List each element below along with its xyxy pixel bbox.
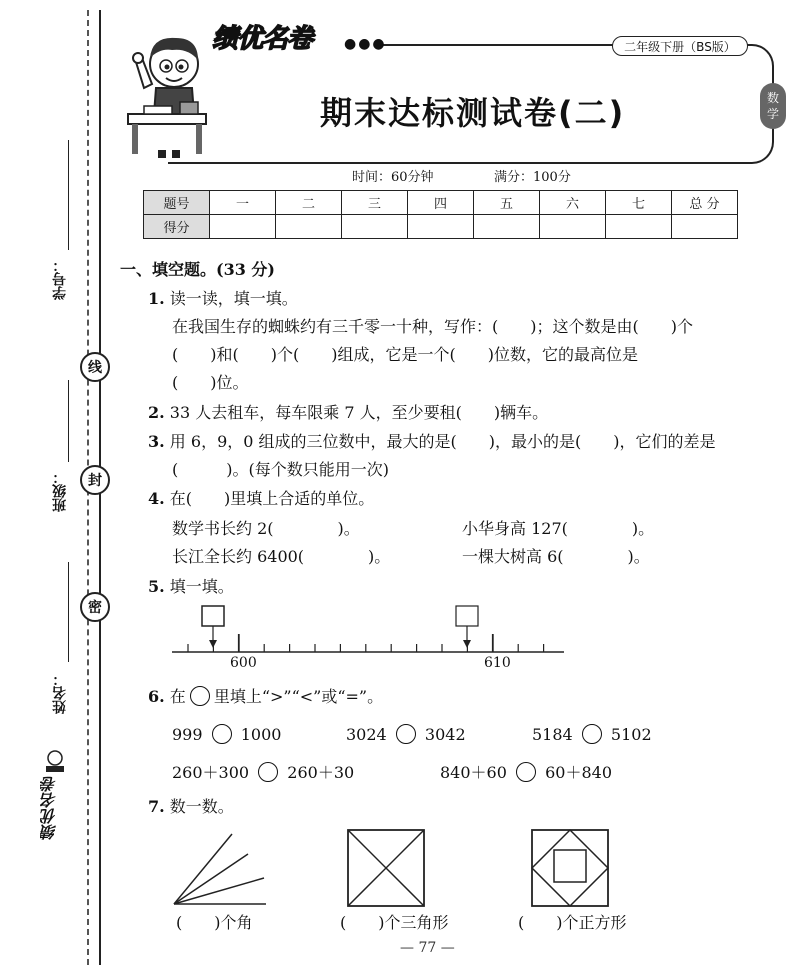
score-cell: 五	[474, 191, 540, 215]
subject-tab	[760, 83, 786, 129]
compare-right: 3042	[424, 725, 466, 744]
question-text: 填一填。	[169, 577, 234, 596]
angles-figure	[172, 832, 268, 906]
square-diagonals-figure	[346, 828, 426, 908]
question-4-a: 数学书长约 2( )。	[172, 519, 360, 538]
full-score: 满分：100分	[494, 170, 571, 185]
seal-mi: 密	[80, 592, 110, 622]
question-text: 33 人去租车，每车限乘 7 人，至少要租( )辆车。	[169, 403, 549, 422]
class-line	[68, 380, 69, 462]
question-text: 数一数。	[169, 797, 234, 816]
page-title: 期末达标测试卷(二)	[320, 94, 626, 132]
question-7-caption-1: ( )个角	[176, 913, 253, 932]
compare-item	[172, 724, 281, 744]
question-7-prompt	[148, 794, 234, 817]
question-number: 7.	[148, 797, 165, 816]
compare-circle-icon[interactable]	[258, 762, 278, 782]
score-cell: 得分	[144, 215, 210, 239]
compare-circle-icon[interactable]	[396, 724, 416, 744]
nested-squares-figure	[530, 828, 610, 908]
question-4-d: 一棵大树高 6( )。	[462, 547, 650, 566]
compare-right: 5102	[610, 725, 652, 744]
compare-right: 1000	[240, 725, 282, 744]
compare-right: 60＋840	[545, 763, 612, 782]
question-7-caption-2: ( )个三角形	[340, 913, 449, 932]
score-input-cell[interactable]	[474, 215, 540, 239]
question-4-c: 长江全长约 6400( )。	[172, 547, 391, 566]
subject-char-2: 学	[766, 107, 779, 121]
score-cell: 题号	[144, 191, 210, 215]
compare-item	[440, 760, 612, 783]
compare-left: 3024	[346, 725, 387, 744]
score-cell: 七	[606, 191, 672, 215]
compare-left: 840＋60	[440, 763, 507, 782]
answer-box-right	[456, 606, 478, 626]
score-table-score-row	[144, 215, 738, 239]
compare-circle-icon	[190, 686, 210, 706]
question-number: 4.	[148, 489, 165, 508]
brand-logo: 绩优名卷	[212, 24, 313, 54]
question-4-b: 小华身高 127( )。	[462, 519, 655, 538]
question-text: 读一读，填一填。	[169, 289, 298, 308]
score-input-cell[interactable]	[210, 215, 276, 239]
brand-dots: ●●●	[344, 36, 387, 52]
question-text-pre: 在	[169, 687, 186, 706]
grade-badge: 二年级下册（BS版）	[612, 36, 748, 56]
page-number: — 77 —	[400, 940, 455, 956]
question-1-prompt	[148, 286, 298, 309]
class-label: 班级：	[52, 470, 68, 512]
score-cell: 六	[540, 191, 606, 215]
side-logo	[38, 748, 72, 858]
boy-mascot-icon	[122, 18, 214, 166]
answer-box-left	[202, 606, 224, 626]
seal-xian: 线	[80, 352, 110, 382]
compare-left: 999	[172, 725, 203, 744]
compare-item	[532, 724, 652, 744]
score-input-cell[interactable]	[606, 215, 672, 239]
compare-circle-icon[interactable]	[516, 762, 536, 782]
exam-time: 时间：60分钟	[352, 170, 434, 185]
question-3-line-2: ( )。(每个数只能用一次)	[172, 460, 389, 479]
score-cell: 四	[408, 191, 474, 215]
question-text: 在( )里填上合适的单位。	[169, 489, 375, 508]
question-text-post: 里填上“>”“<”或“=”。	[213, 687, 384, 706]
score-input-cell[interactable]	[342, 215, 408, 239]
section-title: 一、填空题。(33 分)	[120, 260, 275, 279]
tick-label-600: 600	[230, 655, 257, 671]
score-table-header-row	[144, 191, 738, 215]
question-6-prompt	[148, 684, 383, 707]
score-cell: 一	[210, 191, 276, 215]
question-number: 2.	[148, 403, 165, 422]
compare-item	[172, 760, 354, 783]
student-id-line	[68, 140, 69, 250]
question-number: 1.	[148, 289, 165, 308]
score-input-cell[interactable]	[408, 215, 474, 239]
compare-left: 5184	[532, 725, 573, 744]
question-1-line-3: ( )位。	[172, 373, 249, 392]
score-input-cell[interactable]	[276, 215, 342, 239]
compare-left: 260＋300	[172, 763, 250, 782]
compare-item	[346, 724, 466, 744]
question-2	[148, 400, 548, 423]
question-1-line-1: 在我国生存的蜘蛛约有三千零一十种，写作：( )；这个数是由( )个	[172, 317, 693, 336]
score-cell: 三	[342, 191, 408, 215]
subject-char-1: 数	[766, 91, 779, 105]
student-id-label: 学号：	[52, 258, 68, 300]
question-number: 6.	[148, 687, 165, 706]
arrow-right-head	[463, 640, 471, 648]
question-1-line-2: ( )和( )个( )组成，它是一个( )位数，它的最高位是	[172, 345, 638, 364]
score-table	[143, 190, 738, 239]
arrow-left-head	[209, 640, 217, 648]
name-label: 姓名：	[52, 672, 68, 714]
question-4-prompt	[148, 486, 374, 509]
question-text: 用 6，9，0 组成的三位数中，最大的是( )，最小的是( )，它们的差是	[169, 432, 716, 451]
score-input-cell[interactable]	[540, 215, 606, 239]
compare-circle-icon[interactable]	[582, 724, 602, 744]
score-input-cell[interactable]	[672, 215, 738, 239]
question-number: 5.	[148, 577, 165, 596]
name-line	[68, 562, 69, 662]
side-logo-text: 绩优名卷	[40, 776, 59, 840]
compare-right: 260＋30	[287, 763, 355, 782]
question-number: 3.	[148, 432, 165, 451]
compare-circle-icon[interactable]	[212, 724, 232, 744]
question-7-caption-3: ( )个正方形	[518, 913, 627, 932]
tick-label-610: 610	[484, 655, 511, 671]
seal-feng: 封	[80, 465, 110, 495]
question-5-prompt	[148, 574, 234, 597]
score-cell: 二	[276, 191, 342, 215]
question-3-line-1	[148, 429, 715, 452]
score-cell: 总 分	[672, 191, 738, 215]
